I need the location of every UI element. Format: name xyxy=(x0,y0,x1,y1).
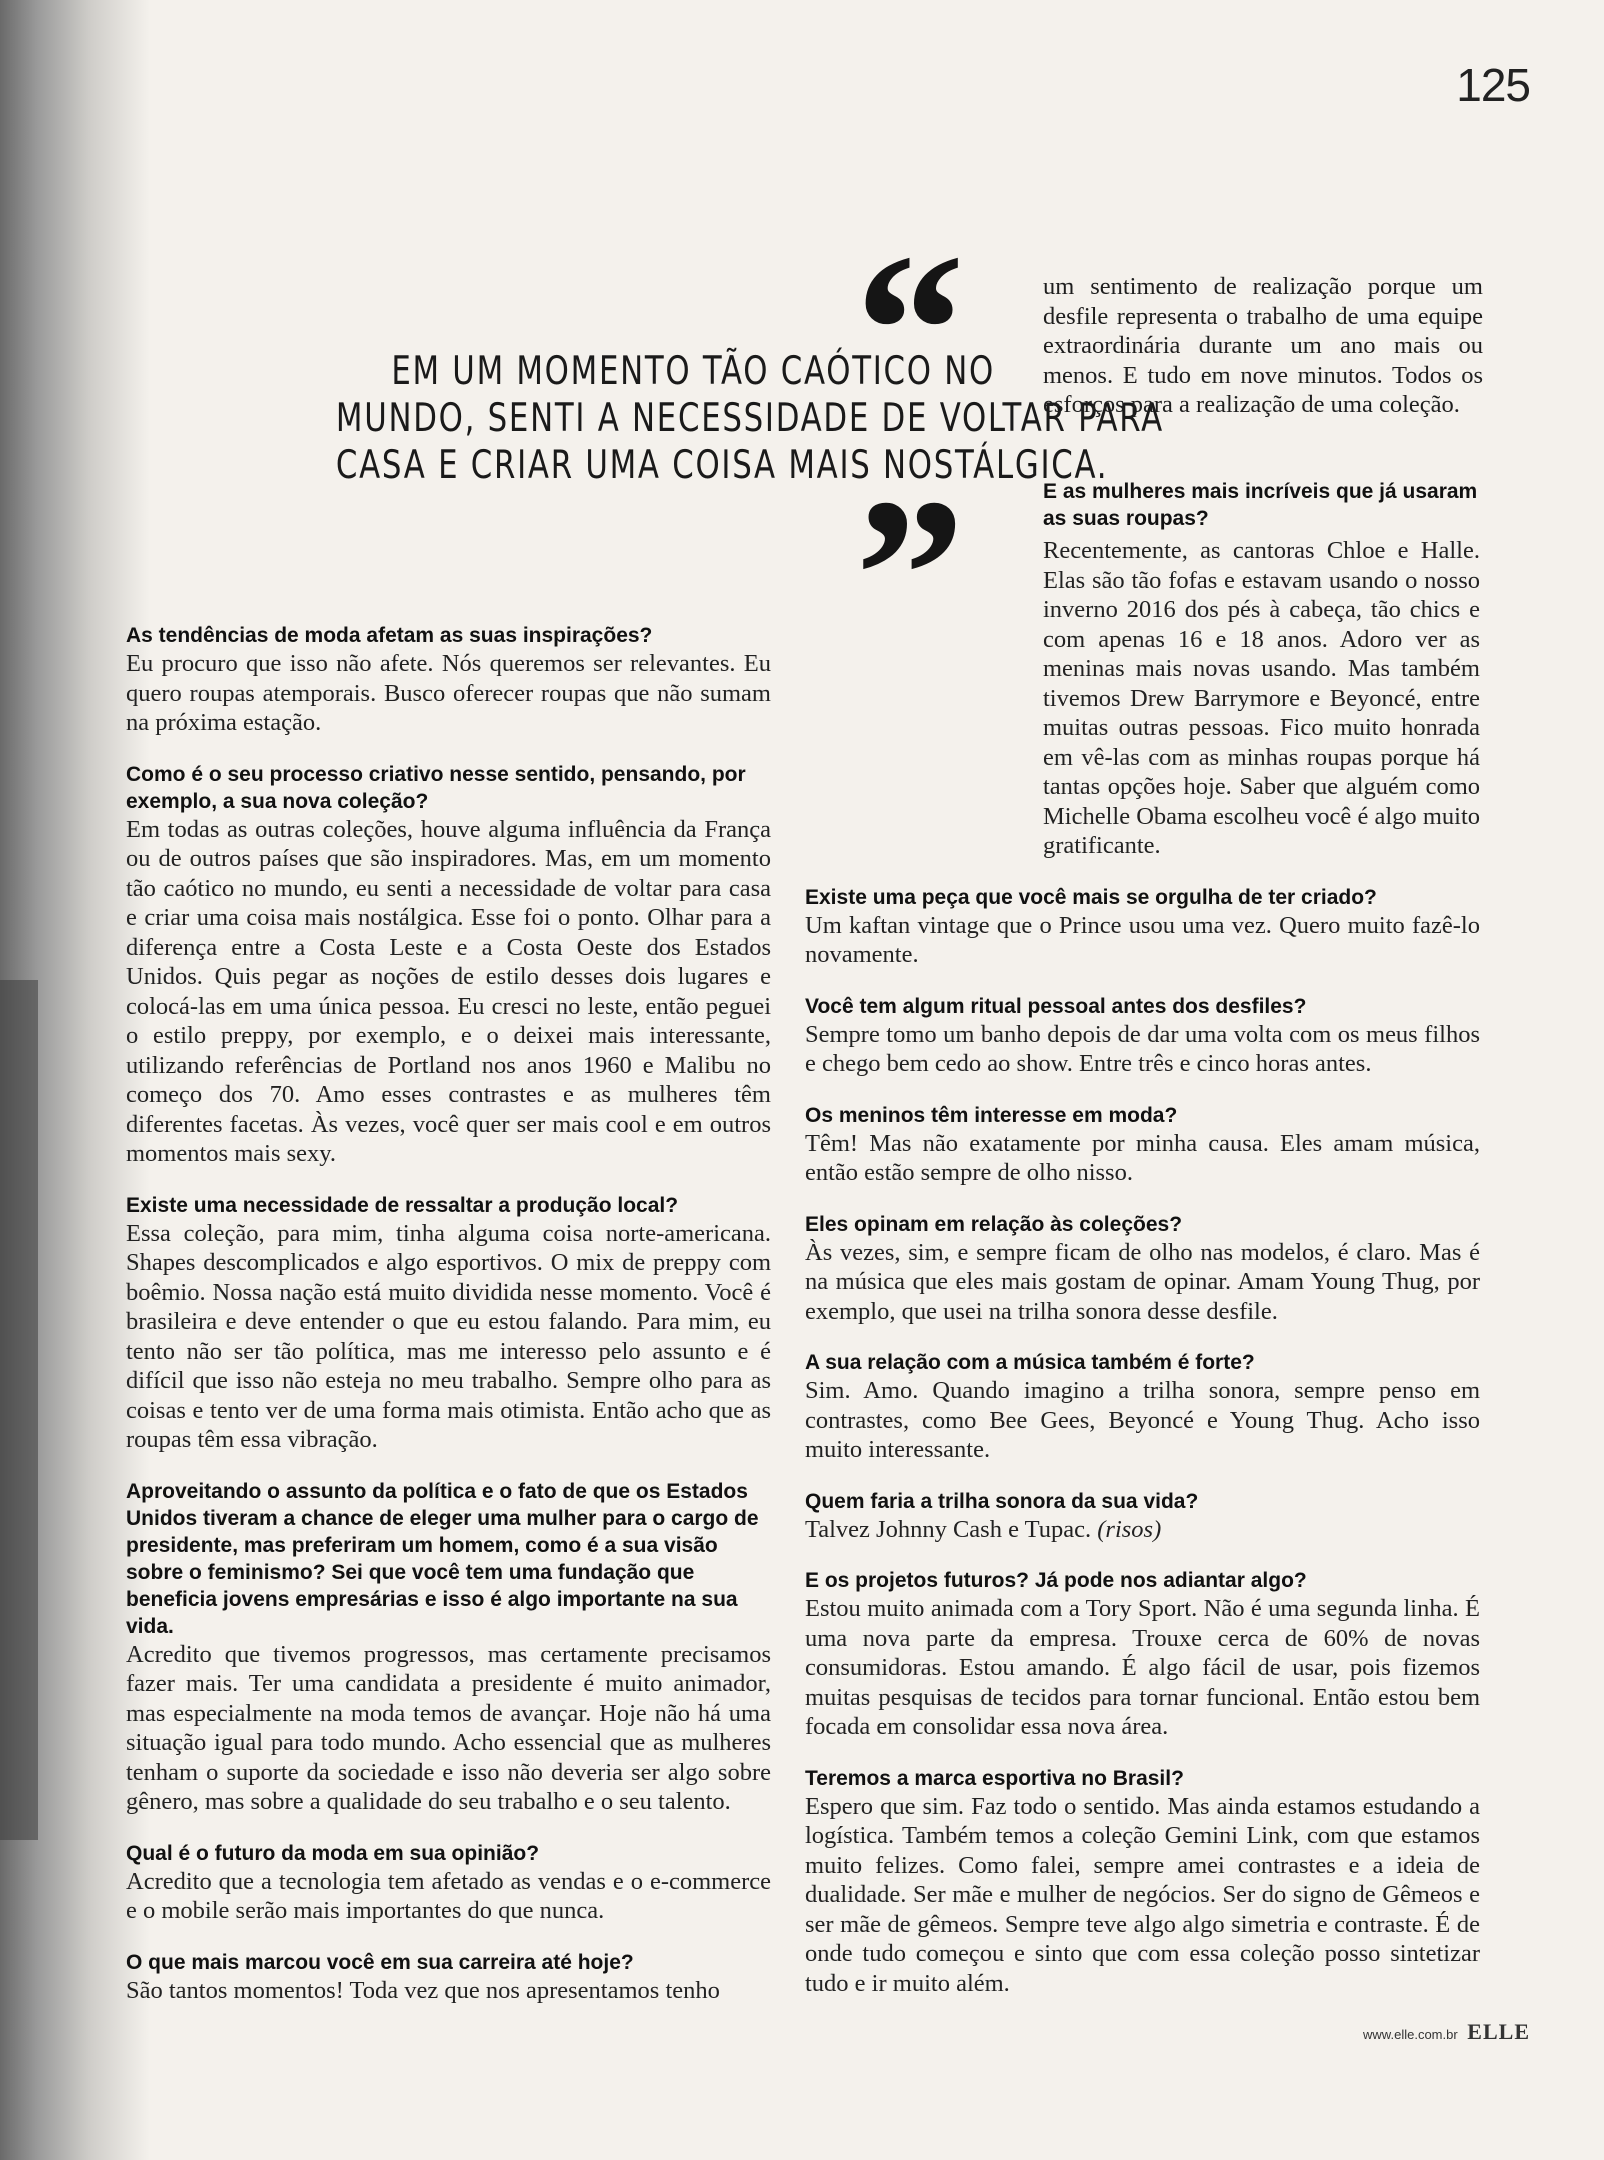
qa-block xyxy=(805,1488,1480,1545)
question: A sua relação com a música também é forte? xyxy=(805,1351,1255,1374)
left-column xyxy=(126,622,771,2028)
pull-quote-line: CASA E CRIAR UMA COISA MAIS NOSTÁLGICA. xyxy=(335,442,1109,488)
open-quote-mark: “ xyxy=(855,208,965,452)
answer: Um kaftan vintage que o Prince usou uma vez. Quero muito fazê-lo novamente. xyxy=(805,911,1480,968)
answer-aside: (risos) xyxy=(1097,1515,1162,1543)
qa-block xyxy=(126,1478,771,1817)
qa-block xyxy=(126,1192,771,1455)
answer: Estou muito animada com a Tory Sport. Não é uma segunda linha. É uma nova parte da empresa. Trouxe cerca de 60% de novas consumidoras. Estou amando. É algo fácil de usar, pois fizemos muitas pesquisas de tecidos para tornar funcional. Então estou bem focada em consolidar essa nova área. xyxy=(805,1595,1480,1740)
answer: Sim. Amo. Quando imagino a trilha sonora, sempre penso em contrastes, como Bee Gees, Beyoncé e Young Thug. Acho isso muito interessante. xyxy=(805,1377,1480,1463)
qa-block xyxy=(126,761,771,1169)
question: Como é o seu processo criativo nesse sentido, pensando, por exemplo, a sua nova coleção? xyxy=(126,762,746,813)
qa-block xyxy=(805,1349,1480,1465)
qa-block xyxy=(805,884,1480,970)
answer: Essa coleção, para mim, tinha alguma coisa norte-americana. Shapes descomplicados e algo esportivos. O mix de preppy com boêmio. Nossa nação está muito dividida nesse momento. Você é brasileira e deve entender o que eu estou falando. Para mim, eu tento não ser tão política, mas me interesso pelo assunto e é difícil que isso não esteja no meu trabalho. Sempre olho para as coisas e tento ver de uma forma mais otimista. Então acho que as roupas têm essa vibração. xyxy=(126,1219,771,1453)
qa-block xyxy=(805,1102,1480,1188)
right-column-continuation: um sentimento de realização porque um desfile representa o trabalho de uma equipe extraordinária durante um ano mais ou menos. E tudo em nove minutos. Todos os esforços para a realização de uma coleção. xyxy=(1043,273,1483,418)
answer xyxy=(805,1515,1480,1545)
right-column xyxy=(805,536,1480,2021)
question: As tendências de moda afetam as suas inspirações? xyxy=(126,624,653,647)
answer: Recentemente, as cantoras Chloe e Halle. Elas são tão fofas e estavam usando o nosso inverno 2016 dos pés à cabeça, tão chics e com apenas 16 e 18 anos. Adoro ver as meninas mais novas usando. Mas também tivemos Drew Barrymore e Beyoncé, entre muitas outras pessoas. Fico muito honrada em vê-las com as minhas roupas porque há tantas opções hoje. Saber que alguém como Michelle Obama escolheu você é algo muito gratificante. xyxy=(1043,537,1480,859)
page-number: 125 xyxy=(1456,59,1530,111)
answer: São tantos momentos! Toda vez que nos apresentamos tenho xyxy=(126,1976,720,2004)
question: Eles opinam em relação às coleções? xyxy=(805,1212,1183,1236)
qa-block xyxy=(805,1567,1480,1742)
qa-block xyxy=(126,1840,771,1926)
answer: Acredito que a tecnologia tem afetado as vendas e o e-commerce e o mobile serão mais importantes do que nunca. xyxy=(126,1867,771,1924)
pull-quote-line: MUNDO, SENTI A NECESSIDADE DE VOLTAR PARA xyxy=(335,395,1164,441)
page-footer xyxy=(1363,2019,1530,2045)
question: O que mais marcou você em sua carreira até hoje? xyxy=(126,1950,634,1974)
question: Quem faria a trilha sonora da sua vida? xyxy=(805,1489,1199,1513)
question: E os projetos futuros? Já pode nos adiantar algo? xyxy=(805,1569,1307,1592)
question: Você tem algum ritual pessoal antes dos desfiles? xyxy=(805,994,1307,1018)
question: Os meninos têm interesse em moda? xyxy=(805,1103,1178,1127)
question: Existe uma peça que você mais se orgulha de ter criado? xyxy=(805,885,1377,909)
answer: Têm! Mas não exatamente por minha causa. Eles amam música, então estão sempre de olho nisso. xyxy=(805,1129,1480,1186)
question: Teremos a marca esportiva no Brasil? xyxy=(805,1766,1184,1790)
question: Qual é o futuro da moda em sua opinião? xyxy=(126,1841,540,1865)
answer: Acredito que tivemos progressos, mas certamente precisamos fazer mais. Ter uma candidata a presidente é muito animador, mas especialmente na moda temos de avançar. Hoje não há uma situação igual para todo mundo. Acho essencial que as mulheres tenham o suporte da sociedade e isso não deveria ser algo sobre gênero, mas sobre a qualidade do seu trabalho e o seu talento. xyxy=(126,1640,771,1815)
pull-quote-line: EM UM MOMENTO TÃO CAÓTICO NO xyxy=(391,348,995,394)
qa-block xyxy=(805,1765,1480,1999)
qa-block xyxy=(805,993,1480,1079)
question: Existe uma necessidade de ressaltar a produção local? xyxy=(126,1193,679,1217)
answer: Eu procuro que isso não afete. Nós queremos ser relevantes. Eu quero roupas atemporais. Busco oferecer roupas que não sumam na próxima estação. xyxy=(126,650,771,736)
qa-block xyxy=(126,622,771,738)
footer-brand-logo: ELLE xyxy=(1467,2019,1530,2044)
question: Aproveitando o assunto da política e o fato de que os Estados Unidos tiveram a chance de eleger uma mulher para o cargo de presidente, mas preferiram um homem, como é a sua visão sobre o feminismo? Sei que você tem uma fundação que beneficia jovens empresárias e isso é algo importante na sua vida. xyxy=(126,1479,759,1638)
close-quote-mark: ” xyxy=(855,453,965,697)
answer: Em todas as outras coleções, houve alguma influência da França ou de outros países que são inspiradores. Mas, em um momento tão caótico no mundo, eu senti a necessidade de voltar para casa e criar uma coisa mais nostálgica. Esse foi o ponto. Olhar para a diferença entre a Costa Leste e a Costa Oeste dos Estados Unidos. Quis pegar as noções de estilo desses dois lugares e colocá-las em uma única pessoa. Eu cresci no leste, então peguei o estilo preppy, por exemplo, e o deixei mais interessante, utilizando referências de Portland nos anos 1960 e Malibu no começo dos 70. Amo esses contrastes e as mulheres têm diferentes facetas. Às vezes, você quer ser mais cool e em outros momentos mais sexy. xyxy=(126,815,771,1167)
binding-shadow xyxy=(0,980,38,1840)
answer: Às vezes, sim, e sempre ficam de olho nas modelos, é claro. Mas é na música que eles mais gostam de opinar. Amam Young Thug, por exemplo, que usei na trilha sonora desse desfile. xyxy=(805,1238,1480,1325)
answer: Espero que sim. Faz todo o sentido. Mas ainda estamos estudando a logística. Também temos a coleção Gemini Link, com que estamos muito felizes. Como falei, sempre amei contrastes e a ideia de dualidade. Ser mãe e mulher de negócios. Ser do signo de Gêmeos e ser mãe de gêmeos. Sempre teve algo algo simetria e contraste. É de onde tudo começou e sinto que com essa coleção posso sintetizar tudo e ir muito além. xyxy=(805,1792,1480,1997)
right-column-top xyxy=(1043,478,1483,532)
answer: Sempre tomo um banho depois de dar uma volta com os meus filhos e chego bem cedo ao show. Entre três e cinco horas antes. xyxy=(805,1020,1480,1077)
qa-block xyxy=(126,1949,771,2006)
answer-text: Talvez Johnny Cash e Tupac. xyxy=(805,1515,1092,1543)
footer-url: www.elle.com.br xyxy=(1363,2027,1458,2042)
qa-block xyxy=(805,536,1480,861)
question: E as mulheres mais incríveis que já usaram as suas roupas? xyxy=(1043,480,1478,530)
qa-block xyxy=(805,1211,1480,1327)
